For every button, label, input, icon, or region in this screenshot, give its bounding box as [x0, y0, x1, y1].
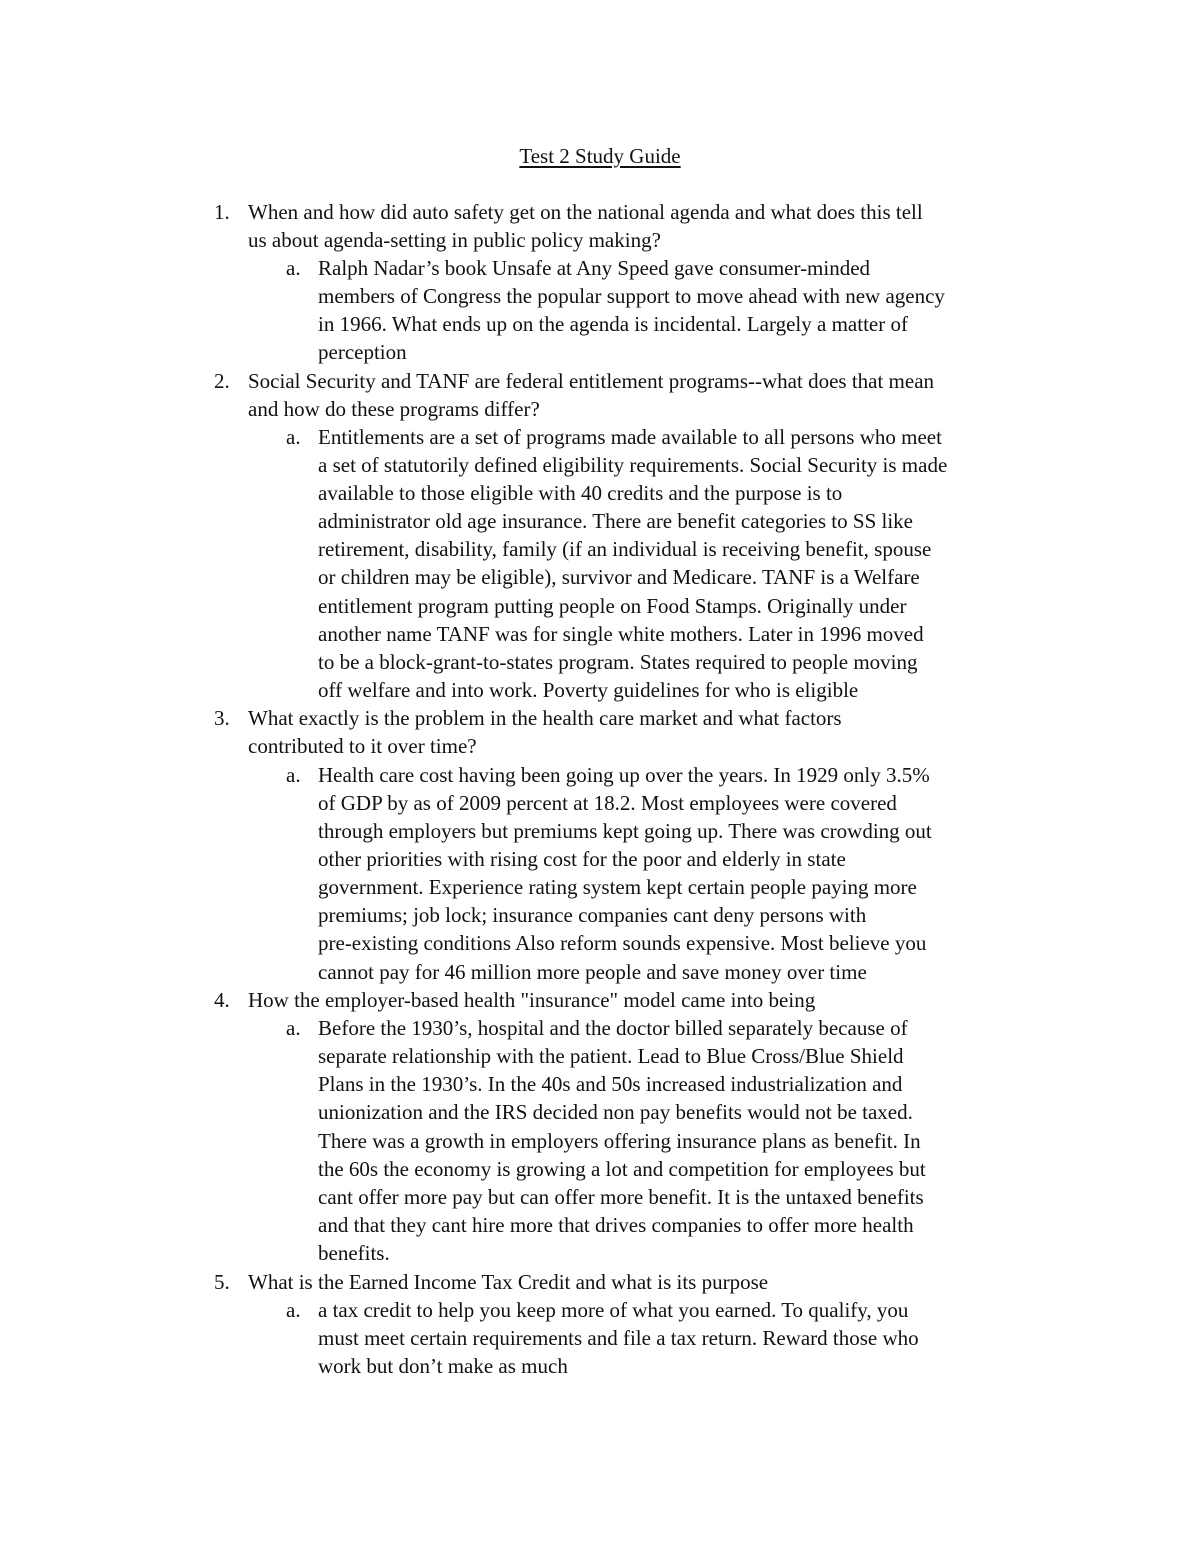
answer-line: the 60s the economy is growing a lot and competition for employees but [318, 1157, 926, 1181]
question-line: contributed to it over time? [248, 734, 477, 758]
answer-line: Health care cost having been going up over the years. In 1929 only 3.5% [318, 763, 930, 787]
answer-line: work but don’t make as much [318, 1354, 568, 1378]
answer-line: to be a block-grant-to-states program. States required to people moving [318, 650, 918, 674]
question-number: 3. [214, 706, 230, 730]
answer-letter: a. [286, 1298, 301, 1322]
answer-line: benefits. [318, 1241, 390, 1265]
answer-line: another name TANF was for single white mothers. Later in 1996 moved [318, 622, 924, 646]
answer-line: pre-existing conditions Also reform sounds expensive. Most believe you [318, 931, 927, 955]
answer-line: separate relationship with the patient. Lead to Blue Cross/Blue Shield [318, 1044, 904, 1068]
answer-line: of GDP by as of 2009 percent at 18.2. Most employees were covered [318, 791, 897, 815]
answer-line: government. Experience rating system kept certain people paying more [318, 875, 917, 899]
answer-line: through employers but premiums kept going up. There was crowding out [318, 819, 932, 843]
answer-line: must meet certain requirements and file a tax return. Reward those who [318, 1326, 919, 1350]
answer-line: premiums; job lock; insurance companies cant deny persons with [318, 903, 867, 927]
answer-line: entitlement program putting people on Food Stamps. Originally under [318, 594, 907, 618]
question-line: us about agenda-setting in public policy making? [248, 228, 661, 252]
answer-line: available to those eligible with 40 credits and the purpose is to [318, 481, 843, 505]
answer-line: cant offer more pay but can offer more benefit. It is the untaxed benefits [318, 1185, 924, 1209]
answer-line: members of Congress the popular support to move ahead with new agency [318, 284, 945, 308]
question-line: and how do these programs differ? [248, 397, 540, 421]
answer-line: and that they cant hire more that drives companies to offer more health [318, 1213, 914, 1237]
document-title: Test 2 Study Guide [519, 144, 681, 168]
answer-letter: a. [286, 763, 301, 787]
answer-line: There was a growth in employers offering insurance plans as benefit. In [318, 1129, 921, 1153]
answer-line: off welfare and into work. Poverty guidelines for who is eligible [318, 678, 859, 702]
answer-line: a set of statutorily defined eligibility requirements. Social Security is made [318, 453, 948, 477]
question-number: 2. [214, 369, 230, 393]
answer-line: or children may be eligible), survivor and Medicare. TANF is a Welfare [318, 565, 920, 589]
answer-line: administrator old age insurance. There are benefit categories to SS like [318, 509, 913, 533]
answer-line: a tax credit to help you keep more of what you earned. To qualify, you [318, 1298, 909, 1322]
question-line: What exactly is the problem in the health care market and what factors [248, 706, 842, 730]
question-number: 4. [214, 988, 230, 1012]
question-line: How the employer-based health "insurance" model came into being [248, 988, 816, 1012]
answer-letter: a. [286, 1016, 301, 1040]
answer-line: Plans in the 1930’s. In the 40s and 50s increased industrialization and [318, 1072, 903, 1096]
answer-line: Ralph Nadar’s book Unsafe at Any Speed gave consumer-minded [318, 256, 871, 280]
answer-line: Entitlements are a set of programs made available to all persons who meet [318, 425, 942, 449]
answer-line: unionization and the IRS decided non pay benefits would not be taxed. [318, 1100, 913, 1124]
question-line: Social Security and TANF are federal entitlement programs--what does that mean [248, 369, 935, 393]
answer-letter: a. [286, 425, 301, 449]
answer-line: Before the 1930’s, hospital and the doctor billed separately because of [318, 1016, 908, 1040]
question-line: When and how did auto safety get on the national agenda and what does this tell [248, 200, 923, 224]
question-number: 1. [214, 200, 230, 224]
answer-line: perception [318, 340, 407, 364]
answer-line: in 1966. What ends up on the agenda is incidental. Largely a matter of [318, 312, 908, 336]
answer-line: other priorities with rising cost for the poor and elderly in state [318, 847, 846, 871]
question-number: 5. [214, 1270, 230, 1294]
answer-line: cannot pay for 46 million more people and save money over time [318, 960, 867, 984]
answer-line: retirement, disability, family (if an individual is receiving benefit, spouse [318, 537, 932, 561]
answer-letter: a. [286, 256, 301, 280]
question-line: What is the Earned Income Tax Credit and what is its purpose [248, 1270, 769, 1294]
